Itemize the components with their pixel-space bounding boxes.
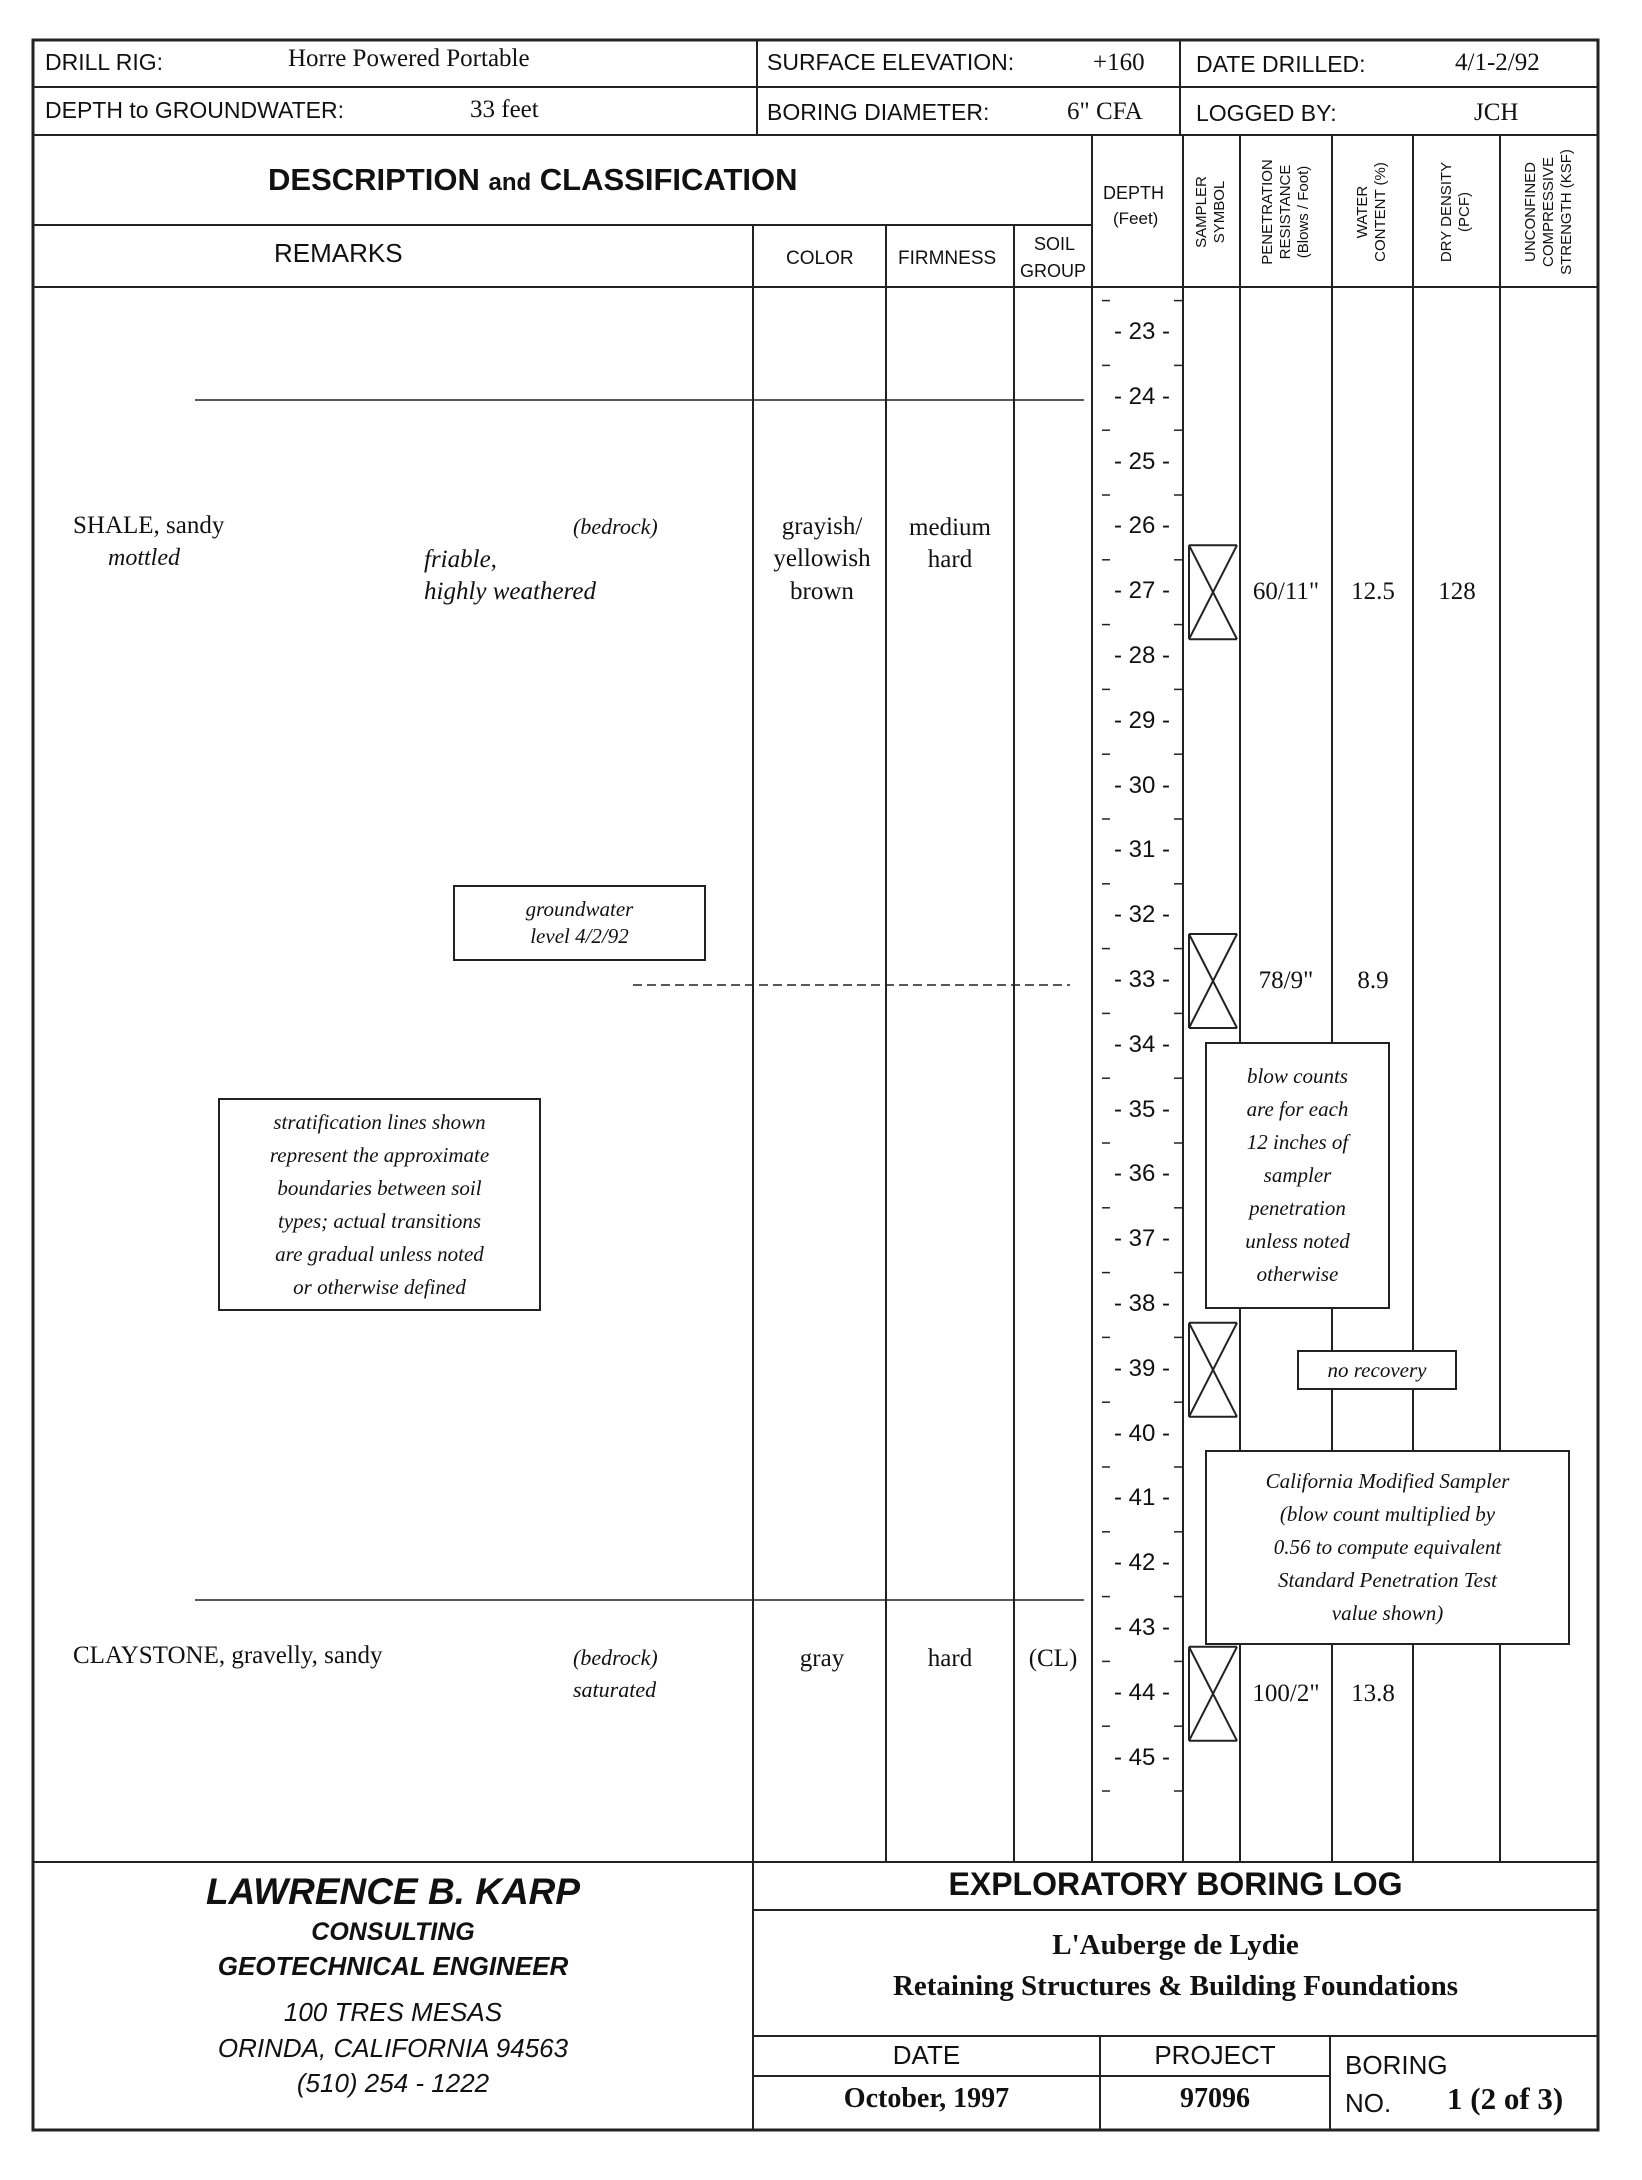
surface-elevation-value: +160 (1093, 49, 1145, 76)
shale-firmness-1: medium (909, 514, 991, 541)
soil-group-header-1: SOIL (1034, 234, 1076, 254)
phone: (510) 254 - 1222 (296, 2068, 490, 2098)
sampler-symbol (1189, 1647, 1237, 1741)
note-line: value shown) (1331, 1601, 1444, 1625)
depth-label: - 24 - (1113, 382, 1170, 410)
depth-label: - 25 - (1113, 447, 1170, 475)
description-title (268, 164, 798, 195)
penetration-value: 78/9" (1258, 967, 1314, 994)
note-line: sampler (1263, 1163, 1332, 1187)
depth-label: - 32 - (1113, 901, 1170, 929)
soil-group-header-2: GROUP (1020, 261, 1087, 281)
depth-label: - 40 - (1113, 1419, 1170, 1447)
rotated-header-line: (PCF) (1456, 192, 1473, 232)
depth-label: - 38 - (1113, 1290, 1170, 1317)
log-title: EXPLORATORY BORING LOG (948, 1866, 1403, 1902)
address-line-2: ORINDA, CALIFORNIA 94563 (217, 2033, 569, 2063)
sampler-symbol-header (1193, 137, 1229, 287)
penetration-value: 100/2" (1252, 1679, 1320, 1707)
claystone-saturated: saturated (573, 1677, 657, 1702)
depth-label: - 27 - (1113, 577, 1170, 605)
engineer-title-2: GEOTECHNICAL ENGINEER (217, 1951, 569, 1981)
depth-label: - 28 - (1113, 642, 1170, 669)
boring-no-label: NO. (1345, 2088, 1392, 2118)
unconfined-strength-header (1522, 137, 1576, 287)
rotated-header-line: UNCONFINED (1522, 162, 1539, 262)
depth-label: - 39 - (1113, 1354, 1170, 1382)
rotated-header-line: COMPRESSIVE (1540, 156, 1557, 268)
shale-name: SHALE, sandy (73, 512, 225, 539)
drill-rig-label: DRILL RIG: (45, 49, 164, 75)
depth-label: - 44 - (1113, 1678, 1170, 1706)
surface-elevation-label: SURFACE ELEVATION: (767, 49, 1015, 75)
note-line: (blow count multiplied by (1279, 1502, 1496, 1526)
rotated-header-line: PENETRATION (1259, 159, 1276, 265)
note-line: 12 inches of (1246, 1130, 1349, 1154)
engineer-name: LAWRENCE B. KARP (205, 1871, 581, 1912)
depth-label: - 42 - (1113, 1549, 1170, 1577)
water-content-value: 13.8 (1351, 1679, 1395, 1707)
depth-label: - 30 - (1113, 771, 1170, 799)
shale-friable: friable, (424, 546, 497, 573)
note-line: penetration (1249, 1196, 1346, 1220)
note-line: 0.56 to compute equivalent (1273, 1535, 1502, 1559)
groundwater-label: DEPTH to GROUNDWATER: (45, 97, 345, 123)
date-label: DATE (892, 2040, 961, 2070)
rotated-header-line: RESISTANCE (1277, 164, 1294, 260)
dry-density-value: 128 (1438, 578, 1476, 606)
logged-by-value: JCH (1474, 99, 1519, 126)
depth-label: - 45 - (1113, 1743, 1170, 1771)
depth-label: - 31 - (1113, 836, 1170, 864)
boring-diameter-label: BORING DIAMETER: (767, 99, 990, 125)
water-content-value: 8.9 (1357, 967, 1389, 994)
project-label: PROJECT (1154, 2040, 1276, 2070)
groundwater-note (453, 885, 706, 961)
shale-weathered: highly weathered (424, 578, 596, 605)
note-line: no recovery (1327, 1357, 1427, 1382)
sampler-symbol (1189, 934, 1237, 1028)
note-line: otherwise (1256, 1262, 1339, 1286)
shale-color-3: brown (790, 578, 854, 605)
claystone-soil-group: (CL) (1028, 1645, 1078, 1672)
project-value: 97096 (1180, 2083, 1250, 2114)
california-sampler-note (1205, 1450, 1570, 1645)
water-content-header (1354, 137, 1390, 287)
no-recovery-note (1297, 1350, 1457, 1390)
depth-label: - 26 - (1113, 512, 1170, 540)
depth-header-2: (Feet) (1113, 209, 1159, 228)
depth-label: - 41 - (1113, 1484, 1170, 1512)
note-line: California Modified Sampler (1265, 1469, 1510, 1493)
rotated-header-line: CONTENT (%) (1372, 162, 1389, 262)
depth-label: - 23 - (1113, 318, 1170, 345)
project-name-1: L'Auberge de Lydie (1052, 1929, 1299, 1961)
drill-rig-value: Horre Powered Portable (288, 45, 530, 72)
note-line: types; actual transitions (278, 1208, 481, 1233)
shale-bedrock-tag: (bedrock) (573, 514, 658, 539)
shale-color-2: yellowish (773, 545, 871, 572)
date-drilled-value: 4/1-2/92 (1455, 49, 1540, 76)
note-line: level 4/2/92 (530, 924, 629, 948)
depth-header-1: DEPTH (1103, 183, 1165, 203)
rotated-header-line: WATER (1354, 185, 1371, 239)
note-line: stratification lines shown (273, 1109, 486, 1134)
logged-by-label: LOGGED BY: (1196, 100, 1337, 126)
project-name-2: Retaining Structures & Building Foundations (892, 1970, 1459, 2002)
claystone-name: CLAYSTONE, gravelly, sandy (73, 1642, 383, 1669)
description-title-classification: CLASSIFICATION (539, 162, 798, 197)
note-line: boundaries between soil (277, 1175, 482, 1200)
sampler-symbol (1189, 1323, 1237, 1417)
rotated-header-line: (Blows / Foot) (1295, 165, 1312, 259)
rotated-header-line: STRENGTH (KSF) (1558, 149, 1575, 275)
color-header: COLOR (786, 248, 854, 269)
penetration-resistance-header (1259, 137, 1313, 287)
note-line: or otherwise defined (293, 1274, 466, 1299)
boring-label: BORING (1345, 2050, 1448, 2080)
address-line-1: 100 TRES MESAS (283, 1997, 503, 2027)
note-line: are gradual unless noted (275, 1241, 484, 1266)
rotated-header-line: SAMPLER (1193, 176, 1210, 248)
description-title-and: and (488, 169, 532, 196)
note-line: are for each (1246, 1097, 1349, 1121)
claystone-color: gray (799, 1645, 845, 1672)
sampler-symbol (1189, 545, 1237, 639)
shale-color-1: grayish/ (781, 513, 863, 540)
depth-label: - 33 - (1113, 966, 1170, 993)
claystone-bedrock-tag: (bedrock) (573, 1645, 658, 1670)
firmness-header: FIRMNESS (898, 248, 997, 269)
groundwater-value: 33 feet (470, 96, 539, 123)
note-line: blow counts (1247, 1064, 1348, 1088)
depth-label: - 37 - (1113, 1225, 1170, 1253)
remarks-header: REMARKS (274, 238, 403, 268)
depth-label: - 43 - (1113, 1614, 1170, 1641)
shale-mottled: mottled (108, 545, 180, 571)
date-value: October, 1997 (843, 2083, 1010, 2114)
note-line: represent the approximate (269, 1142, 490, 1167)
blow-counts-note (1205, 1042, 1390, 1309)
depth-label: - 34 - (1113, 1030, 1170, 1058)
depth-label: - 36 - (1113, 1160, 1170, 1188)
boring-diameter-value: 6" CFA (1067, 98, 1143, 125)
claystone-firmness: hard (927, 1645, 973, 1672)
date-drilled-label: DATE DRILLED: (1196, 51, 1366, 77)
depth-label: - 29 - (1113, 706, 1170, 734)
depth-label: - 35 - (1113, 1095, 1170, 1123)
dry-density-header (1438, 137, 1474, 287)
rotated-header-line: SYMBOL (1211, 180, 1228, 244)
shale-firmness-2: hard (927, 546, 973, 573)
description-title-word: DESCRIPTION (268, 162, 480, 197)
water-content-value: 12.5 (1351, 578, 1395, 606)
penetration-value: 60/11" (1252, 578, 1320, 606)
note-line: Standard Penetration Test (1278, 1568, 1497, 1592)
boring-number: 1 (2 of 3) (1447, 2081, 1564, 2116)
stratification-note (218, 1098, 541, 1311)
rotated-header-line: DRY DENSITY (1438, 161, 1455, 263)
note-line: unless noted (1245, 1229, 1350, 1253)
note-line: groundwater (525, 897, 634, 921)
engineer-title-1: CONSULTING (311, 1918, 475, 1946)
